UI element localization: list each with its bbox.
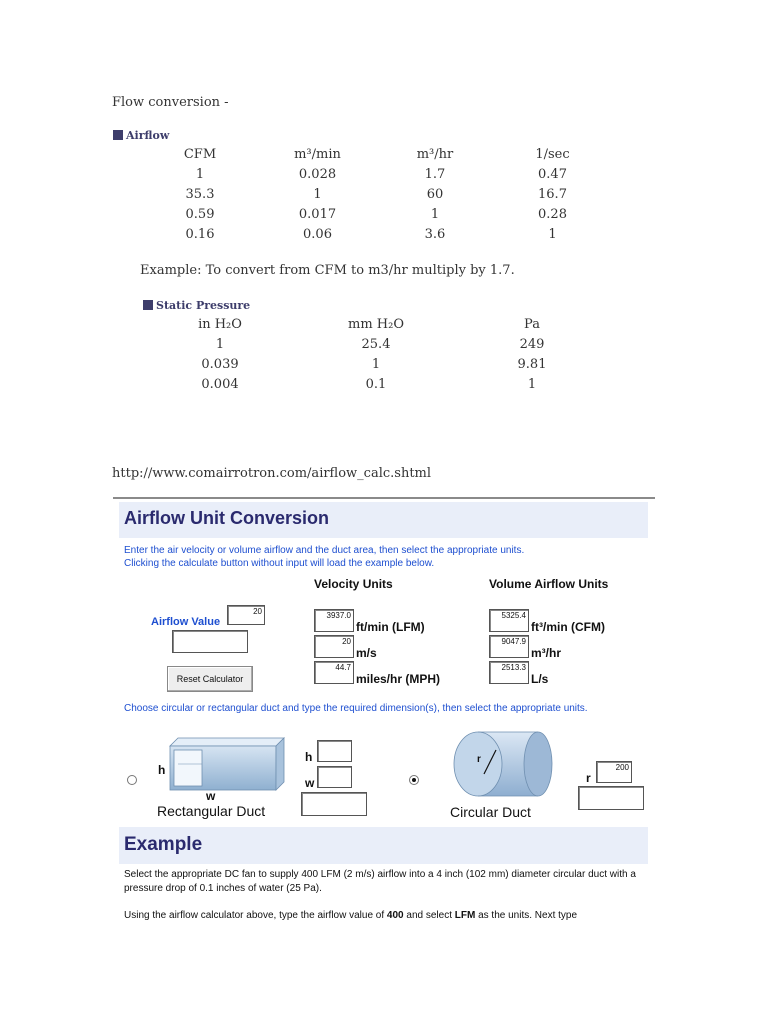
table-row [150, 204, 620, 224]
col-mmh2o: mm H₂O [348, 316, 404, 332]
height-input[interactable] [317, 740, 352, 762]
example-value-400: 400 [386, 910, 404, 921]
circular-duct-caption: Circular Duct [450, 804, 531, 820]
example-paragraph-1: Select the appropriate DC fan to supply 400 LFM (2 m/s) airflow into a 4 inch (102 mm) diameter circular duct with a pressure drop of 0.1 inches of water (25 Pa). [124, 869, 636, 894]
table-cell: 9.81 [517, 356, 547, 372]
volume-cfm-unit: ft³/min (CFM) [531, 620, 605, 634]
table-cell: 1 [527, 376, 537, 392]
calculator-title: Airflow Unit Conversion [124, 508, 330, 528]
example-paragraph-2 [124, 909, 654, 923]
table-cell: 0.017 [298, 206, 337, 222]
airflow-value-label: Airflow Value [151, 616, 221, 628]
rect-w-label: w [206, 789, 216, 803]
calculator-instructions [124, 544, 644, 570]
velocity-ms-field[interactable]: 20 [314, 635, 354, 658]
velocity-ms-unit: m/s [356, 646, 377, 660]
radius-input[interactable]: 200 [596, 761, 632, 783]
col-inh2o: in H₂O [198, 316, 242, 332]
table-cell: 3.6 [424, 226, 446, 242]
table-row [150, 184, 620, 204]
table-cell: 60 [426, 186, 444, 202]
table-cell: 1 [313, 186, 322, 202]
table-row [150, 164, 620, 184]
table-cell: 1 [430, 206, 440, 222]
table-cell: 1 [215, 336, 225, 352]
table-cell: 0.47 [538, 166, 567, 182]
pressure-heading-label: Static Pressure [156, 299, 251, 312]
table-row [170, 374, 582, 394]
velocity-mph-field[interactable]: 44.7 [314, 661, 354, 684]
airflow-example: Example: To convert from CFM to m3/hr multiply by 1.7. [140, 263, 515, 278]
table-header-row [170, 314, 582, 334]
table-header-row [150, 144, 620, 164]
velocity-mph-unit: miles/hr (MPH) [356, 672, 441, 686]
table-cell: 16.7 [538, 186, 567, 202]
square-bullet-icon [113, 130, 123, 140]
table-cell: 1 [195, 166, 205, 182]
circular-duct-icon [448, 728, 558, 802]
table-cell: 0.06 [303, 226, 332, 242]
airflow-heading [113, 129, 169, 142]
table-cell: 0.16 [185, 226, 215, 242]
reset-calculator-button[interactable]: Reset Calculator [167, 666, 253, 692]
velocity-units-header: Velocity Units [314, 577, 393, 591]
pressure-heading [143, 299, 250, 312]
airflow-value-input[interactable]: 20 [227, 605, 265, 625]
table-cell: 25.4 [361, 336, 391, 352]
volume-m3hr-unit: m³/hr [531, 646, 561, 660]
table-cell: 35.3 [185, 186, 215, 202]
example-text: as the units. Next type [475, 910, 578, 921]
instruction-line: Clicking the calculate button without input will load the example below. [124, 558, 435, 569]
table-cell: 0.004 [201, 376, 239, 392]
h-field-label: h [305, 750, 313, 764]
rectangular-duct-radio[interactable] [127, 775, 137, 785]
square-bullet-icon [143, 300, 153, 310]
table-cell: 0.028 [298, 166, 337, 182]
example-text: and select [403, 910, 455, 921]
volume-ls-unit: L/s [531, 672, 549, 686]
table-cell: 1 [548, 226, 557, 242]
col-m3hr: m³/hr [416, 146, 454, 162]
rect-unit-select[interactable] [301, 792, 367, 816]
example-title-band [119, 827, 648, 864]
circ-unit-select[interactable] [578, 786, 644, 810]
velocity-lfm-field[interactable]: 3937.0 [314, 609, 354, 632]
col-cfm: CFM [183, 146, 217, 162]
table-cell: 249 [519, 336, 545, 352]
intro-text: Flow conversion - [112, 95, 229, 110]
table-row [150, 224, 620, 244]
circular-duct-radio[interactable] [409, 775, 419, 785]
example-unit-lfm: LFM [454, 910, 476, 921]
source-url[interactable]: http://www.comairrotron.com/airflow_calc.shtml [112, 466, 432, 481]
volume-ls-field[interactable]: 2513.3 [489, 661, 529, 684]
col-m3min: m³/min [294, 146, 341, 162]
width-input[interactable] [317, 766, 352, 788]
rectangular-duct-caption: Rectangular Duct [157, 803, 266, 819]
table-cell: 0.039 [201, 356, 239, 372]
table-cell: 0.1 [365, 376, 387, 392]
airflow-heading-label: Airflow [126, 129, 170, 142]
table-cell: 0.28 [538, 206, 567, 222]
instruction-line: Enter the air velocity or volume airflow and the duct area, then select the appropriate units. [124, 545, 525, 556]
volume-cfm-field[interactable]: 5325.4 [489, 609, 529, 632]
duct-instructions: Choose circular or rectangular duct and type the required dimension(s), then select the appropriate units. [124, 703, 588, 714]
volume-m3hr-field[interactable]: 9047.9 [489, 635, 529, 658]
velocity-lfm-unit: ft/min (LFM) [356, 620, 425, 634]
table-row [170, 354, 582, 374]
divider [113, 497, 655, 499]
airflow-unit-select[interactable] [172, 630, 248, 653]
example-title: Example [124, 834, 203, 855]
table-cell: 1 [371, 356, 381, 372]
airflow-table [150, 144, 620, 244]
table-cell: 1.7 [424, 166, 446, 182]
volume-units-header: Volume Airflow Units [489, 577, 609, 591]
pressure-table [170, 314, 582, 394]
example-text: Using the airflow calculator above, type the airflow value of [124, 910, 387, 921]
table-row [170, 334, 582, 354]
rect-h-label: h [158, 763, 166, 777]
col-pa: Pa [524, 316, 540, 332]
col-lsec: 1/sec [535, 146, 570, 162]
rectangular-duct-icon [150, 734, 290, 800]
w-field-label: w [305, 776, 315, 790]
calculator-title-band [119, 502, 648, 538]
table-cell: 0.59 [185, 206, 215, 222]
r-field-label: r [586, 771, 591, 785]
circ-r-label: r [477, 754, 481, 765]
